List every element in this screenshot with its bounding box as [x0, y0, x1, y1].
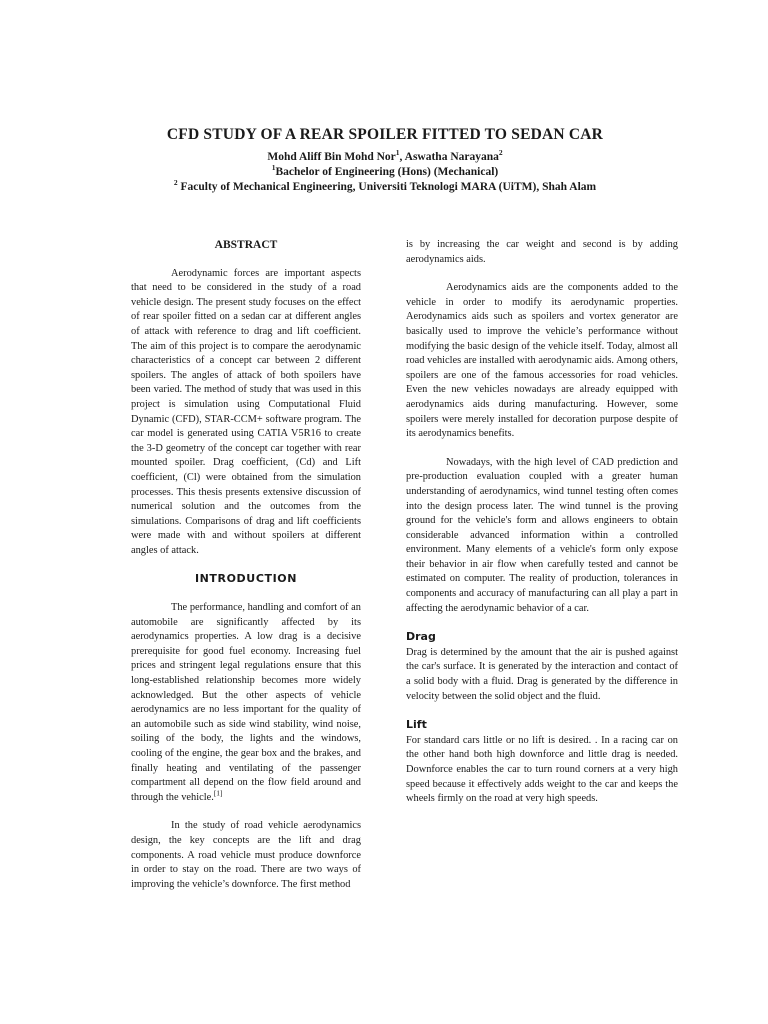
- author-line: [60, 150, 710, 165]
- abstract-paragraph: Aerodynamic forces are important aspects that need to be considered in the study of a road vehicle design. The present study focuses on the effect of rear spoiler fitted on a sedan car at different angles of attack with reference to drag and lift coefficient. The aim of this project is to compare the aerodynamic characteristics of a concept car between 2 different spoilers. The angles of attack of both spoilers have been varied. The method of study that was used in this project is simulation using Computational Fluid Dynamic (CFD), STAR-CCM+ software program. The car model is generated using CATIA V5R16 to create the 3-D geometry of the concept car together with rear mounted spoiler. Drag coefficient, (Cd) and Lift coefficient, (Cl) were obtained from the simulation processes. This thesis presents extensive discussion of numerical solution and the outcomes from the simulations. Comparisons of drag and lift coefficients were made with and without spoilers at different angles of attack.: [131, 267, 361, 556]
- drag-paragraph: Drag is determined by the amount that the air is pushed against the car's surface. It is generated by the interaction and contact of a solid body with a fluid. Drag is generated by the difference in velocity between the solid object and the fluid.: [406, 646, 678, 702]
- author-name-2: , Aswatha Narayana: [399, 151, 499, 163]
- reference-marker: [1]: [213, 788, 223, 798]
- continued-paragraph: is by increasing the car weight and second is by adding aerodynamics aids.: [406, 239, 678, 265]
- paper-header: [60, 126, 710, 195]
- left-column: [131, 238, 361, 906]
- affiliation-1-sup: 1: [271, 163, 276, 173]
- author-sup-2: 2: [498, 148, 503, 158]
- intro-paragraph-2: In the study of road vehicle aerodynamics design, the key concepts are the lift and drag components. A road vehicle must produce downforce in order to stay on the road. There are two ways of improving the vehicle’s downforce. The first method: [131, 820, 361, 890]
- lift-heading: Lift: [406, 718, 427, 732]
- aerodynamic-aids-paragraph: Aerodynamics aids are the components added to the vehicle in order to modify its aerodynamic properties. Aerodynamics aids such as spoilers and vortex generator are basically used to improve the vehicle’s performance without modifying the basic design of the vehicle itself. Today, almost all road vehicles are installed with aerodynamic aids. Among others, spoilers are one of the famous accessories for road vehicles. Even the new vehicles nowadays are already equipped with aerodynamics aids during manufacturing. However, some spoilers were merely installed for decoration purpose despite of its aerodynamics benefits.: [406, 282, 678, 440]
- affiliation-2-sup: 2: [173, 178, 178, 188]
- abstract-heading: ABSTRACT: [214, 239, 278, 251]
- author-name-1: Mohd Aliff Bin Mohd Nor: [267, 151, 396, 163]
- affiliation-1: [60, 165, 710, 180]
- intro-paragraph-1: [131, 601, 361, 805]
- affiliation-2-text: Faculty of Mechanical Engineering, Universiti Teknologi MARA (UiTM), Shah Alam: [177, 181, 597, 193]
- cad-paragraph: Nowadays, with the high level of CAD prediction and pre-production evaluation coupled with a greater human understanding of aerodynamics, wind tunnel testing often comes into the design process later. The wind tunnel is the proving ground for the vehicle's form and allows engineers to obtain considerable advanced information within a controlled environment. Many elements of a vehicle's form only expose their behavior in air flow when carefully tested and cannot be estimated on computer. The reality of production, tolerances in components and accuracy of manufacturing can all play a part in affecting the aerodynamic behavior of a car.: [406, 456, 678, 614]
- intro-paragraph-1-text: The performance, handling and comfort of an automobile are significantly affected by its aerodynamics properties. A low drag is a decisive prerequisite for good fuel economy. Increasing fuel prices and stringent legal regulations ensure that this long-established relationship becomes more widely acknowledged. But the other aspects of vehicle aerodynamics are no less important for the quality of an automobile such as side wind stability, wind noise, soiling of the body, the lights and the windows, cooling of the engine, the gear box and the brakes, and finally heating and ventilating of the passenger compartment all depend on the flow field around and through the vehicle.: [131, 602, 361, 803]
- right-column: [406, 238, 678, 821]
- paper-title: CFD STUDY OF A REAR SPOILER FITTED TO SEDAN CAR: [166, 126, 604, 143]
- author-sup-1: 1: [395, 148, 400, 158]
- affiliation-1-text: Bachelor of Engineering (Hons) (Mechanical): [275, 166, 499, 178]
- affiliation-2: [60, 180, 710, 195]
- lift-paragraph: For standard cars little or no lift is desired. . In a racing car on the other hand both high downforce and little drag is needed. Downforce enables the car to turn round corners at a very high speed because it effectively adds weight to the car and keeps the wheels firmly on the road at very high speeds.: [406, 734, 678, 805]
- introduction-heading: INTRODUCTION: [194, 572, 298, 586]
- drag-heading: Drag: [406, 630, 436, 644]
